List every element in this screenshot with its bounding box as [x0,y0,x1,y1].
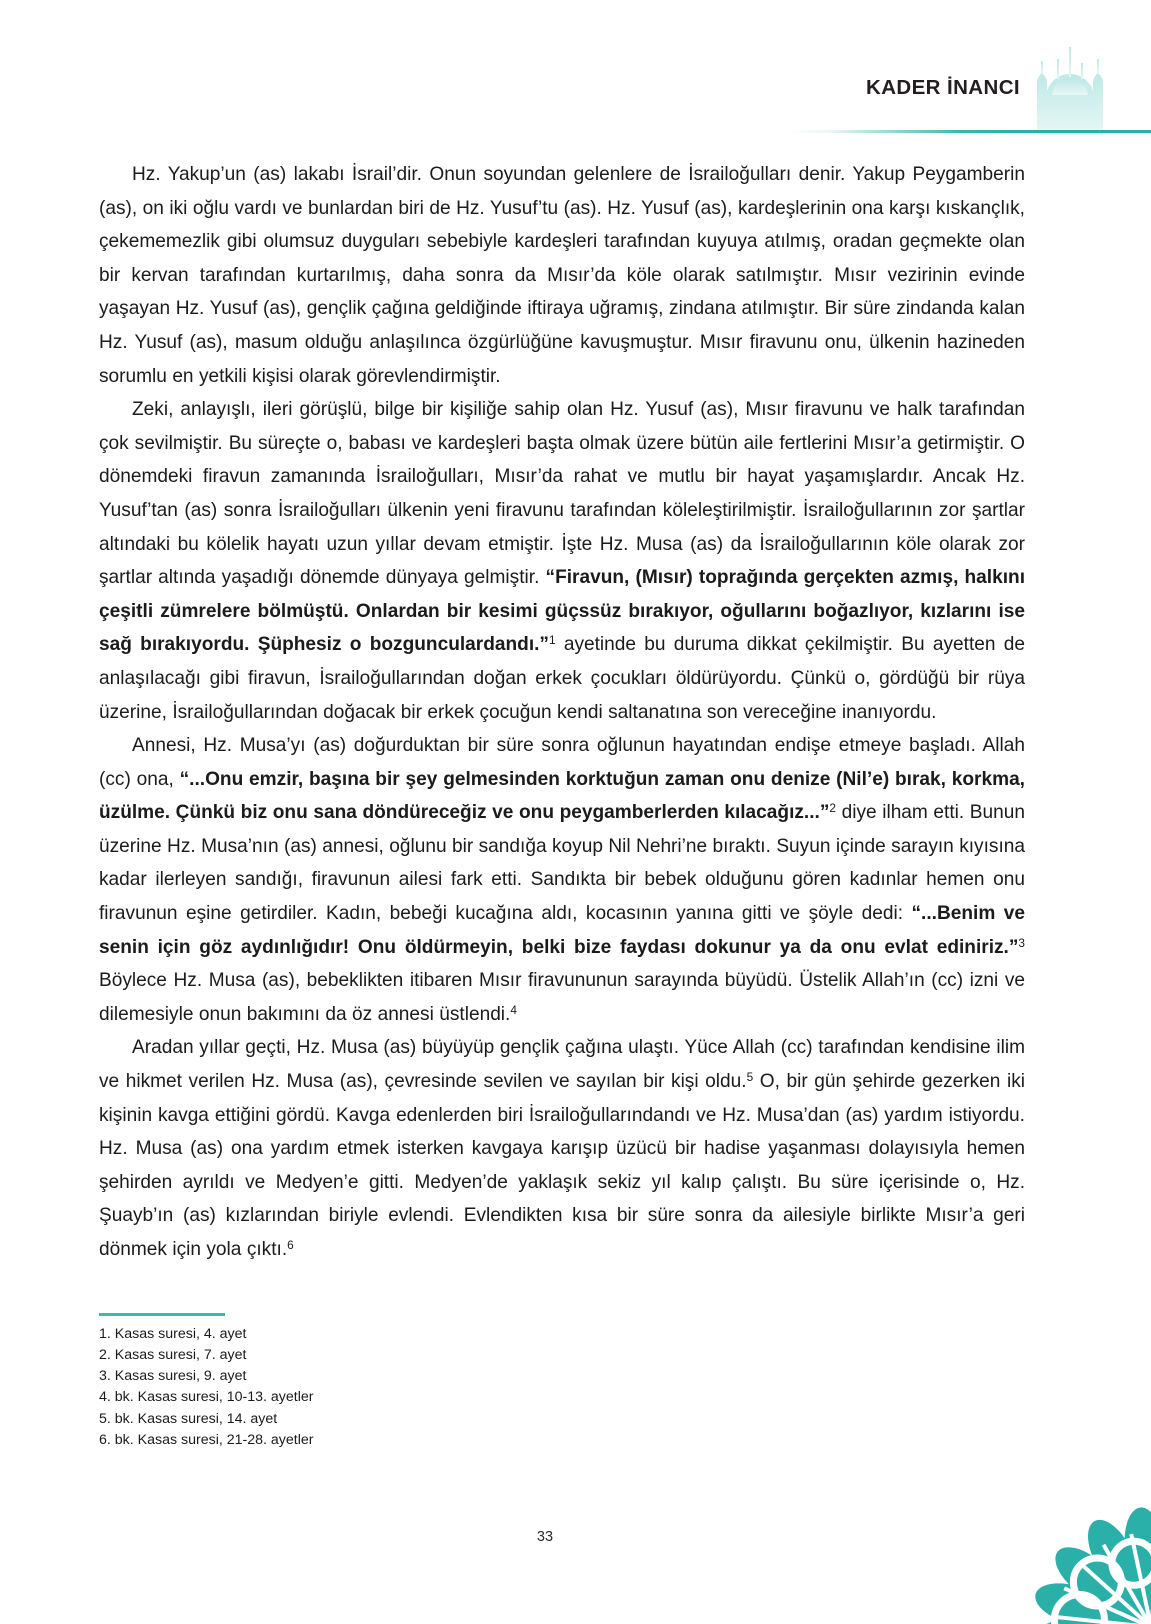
paragraph [99,729,1025,1031]
page-header [0,0,1151,140]
article-body [99,158,1025,1267]
text-run: diye ilham etti. Bunun üzerine Hz. Musa’nın (as) annesi, oğlunu bir sandığa koyup Nil Nehri’ne bıraktı. Suyun içinde sarayın kıyısına kadar ilerleyen sandığı, firavunun ailesi fark etti. Sandıkta bir bebek olduğunu gören kadınlar hemen onu firavunun eşine getirdiler. Kadın, bebeği kucağına aldı, kocasının yanına gitti ve şöyle dedi: [99,802,1026,925]
page-title: KADER İNANCI [866,76,1020,99]
footnote-separator [99,1313,225,1316]
quoted-verse-text: “Firavun, (Mısır) toprağında gerçekten azmış, halkını çeşitli zümrelere bölmüştü. Onlardan bir kesimi güçssüz bırakıyor, oğullarını boğazlıyor, kızlarını ise sağ bırakıyordu. Şüphesiz o bozgunculardandı.” [99,567,1025,656]
footnote-marker: 1 [548,633,556,648]
footnote-marker: 5 [746,1069,754,1084]
text-run: ayetinde bu duruma dikkat çekilmiştir. Bu ayetten de anlaşılacağı gibi firavun, İsrailoğullarından doğan erkek çocukları öldürüyordu. Çünkü o, gördüğü bir rüya üzerine, İsrailoğullarından doğacak bir erkek çocuğun kendi saltanatına son vereceğine inanıyordu. [99,634,1025,723]
header-divider-rule [0,130,1151,133]
text-run: Hz. Yakup’un (as) lakabı İsrail’dir. Onun soyundan gelenlere de İsrailoğulları denir. Yakup Peygamberin (as), on iki oğlu vardı ve bunlardan biri de Hz. Yusuf’tu (as). Hz. Yusuf (as), kardeşlerinin ona karşı kıskançlık, çekememezlik gibi olumsuz duyguları sebebiyle kardeşleri tarafından kuyuya atılmış, oradan geçmekte olan bir kervan tarafından kurtarılmış, daha sonra da Mısır’da köle olarak satılmıştır. Mısır vezirinin evinde yaşayan Hz. Yusuf (as), gençlik çağına geldiğinde iftiraya uğramış, zindana atılmıştır. Bir süre zindanda kalan Hz. Yusuf (as), masum olduğu anlaşılınca özgürlüğüne kavuşmuştur. Mısır firavunu onu, ülkenin hazineden sorumlu en yetkili kişisi olarak görevlendirmiştir. [99,164,1025,387]
text-run: O, bir gün şehirde gezerken iki kişinin kavga ettiğini gördü. Kavga edenlerden biri İsrailoğullarındandı ve Hz. Musa’dan (as) yardım istiyordu. Hz. Musa (as) ona yardım etmek isterken kavgaya karışıp üzücü bir hadise yaşanması dolayısıyla hemen şehirden ayrıldı ve Medyen’e gitti. Medyen’de yaklaşık sekiz yıl kalıp çalıştı. Bu süre içerisinde o, Hz. Şuayb’ın (as) kızlarından biriyle evlendi. Evlendikten kısa bir süre sonra da ailesiyle birlikte Mısır’a geri dönmek için yola çıktı. [99,1071,1025,1260]
footnote-marker: 4 [510,1002,517,1017]
footnote-item: 1. Kasas suresi, 4. ayet [99,1325,247,1342]
page-number: 33 [536,1529,554,1545]
footnotes-section [99,1313,699,1451]
paragraph [99,393,1025,729]
quoted-verse-text: “...Onu emzir, başına bir şey gelmesinden korktuğun zaman onu denize (Nil’e) bırak, korkma, üzülme. Çünkü biz onu sana döndüreceğiz ve onu peygamberlerden kılacağız...” [99,768,1025,824]
footnote-list [99,1324,699,1452]
quoted-verse-text: “...Benim ve senin için göz aydınlığıdır! Onu öldürmeyin, belki bize faydası dokunur ya da onu evlat ediniriz.” [99,903,1025,958]
footnote-item: 2. Kasas suresi, 7. ayet [99,1346,247,1363]
footnote-item: 5. bk. Kasas suresi, 14. ayet [99,1410,278,1427]
footnote-item: 6. bk. Kasas suresi, 21-28. ayetler [99,1431,314,1448]
text-run: Aradan yıllar geçti, Hz. Musa (as) büyüyüp gençlik çağına ulaştı. Yüce Allah (cc) tarafından kendisine ilim ve hikmet verilen Hz. Musa (as), çevresinde sevilen ve sayılan bir kişi oldu. [99,1037,1025,1093]
footnote-marker: 3 [1018,935,1025,950]
text-run: Böylece Hz. Musa (as), bebeklikten itibaren Mısır firavununun sarayında büyüdü. Üstelik Allah’ın (cc) izni ve dilemesiyle onun bakımını da öz annesi üstlendi. [99,970,1025,1025]
footnote-marker: 6 [287,1237,294,1252]
text-run: Zeki, anlayışlı, ileri görüşlü, bilge bir kişiliğe sahip olan Hz. Yusuf (as), Mısır firavunu ve halk tarafından çok sevilmiştir. Bu süreçte o, babası ve kardeşleri başta olmak üzere bütün aile fertlerini Mısır’a getirmiştir. O dönemdeki firavun zamanında İsrailoğulları, Mısır’da rahat ve mutlu bir hayat yaşamışlardır. Ancak Hz. Yusuf’tan (as) sonra İsrailoğulları ülkenin yeni firavunu tarafından köleleştirilmiştir. İsrailoğullarının zor şartlar altındaki bu kölelik hayatı uzun yıllar devam etmiştir. İşte Hz. Musa (as) da İsrailoğullarının köle olarak zor şartlar altında yaşadığı dönemde dünyaya gelmiştir. [99,399,1025,589]
footnote-marker: 2 [829,801,836,816]
mosque-icon [1022,43,1118,135]
paragraph [99,158,1025,393]
paragraph [99,1031,1025,1266]
text-run: Annesi, Hz. Musa’yı (as) doğurduktan bir süre sonra oğlunun hayatından endişe etmeye başladı. Allah (cc) ona, [99,735,1025,790]
footnote-item: 4. bk. Kasas suresi, 10-13. ayetler [99,1389,314,1406]
footnote-item: 3. Kasas suresi, 9. ayet [99,1368,247,1385]
